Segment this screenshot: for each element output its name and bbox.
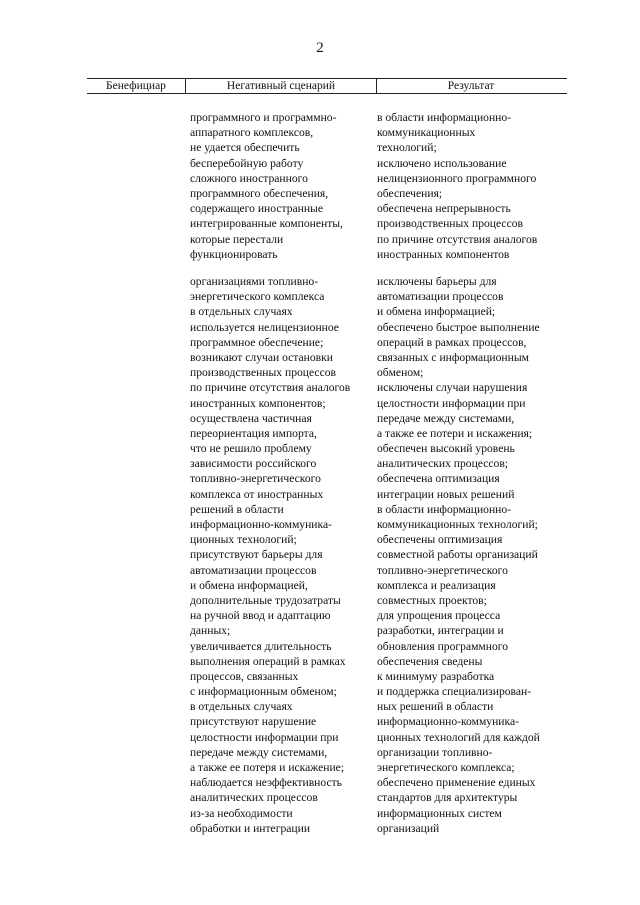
text-line: выполнения операций в рамках <box>190 654 346 668</box>
text-line: энергетического комплекса <box>190 290 325 304</box>
text-line: присутствуют барьеры для <box>190 548 323 562</box>
text-line: операций в рамках процессов, <box>377 335 527 349</box>
text-line: используется нелицензионное <box>190 320 339 334</box>
text-line: совместной работы организаций <box>377 548 538 562</box>
text-line: автоматизации процессов <box>190 563 317 577</box>
text-line: организациями топливно- <box>190 275 319 288</box>
text-line: ционных технологий; <box>190 533 297 547</box>
text-line: функционировать <box>190 247 278 261</box>
header-beneficiary: Бенефициар <box>106 80 166 92</box>
text-line: сложного иностранного <box>190 171 308 185</box>
block2-scenario-column <box>190 274 350 836</box>
text-line: технологий; <box>377 141 437 155</box>
text-line: обеспечены оптимизация <box>377 533 503 547</box>
text-line: производственных процессов <box>190 366 336 380</box>
text-line: на ручной ввод и адаптацию <box>190 609 331 623</box>
text-line: совместных проектов; <box>377 593 487 607</box>
text-line: обеспечен высокий уровень <box>377 442 515 456</box>
text-line: с информационным обменом; <box>190 685 337 699</box>
text-line: к минимуму разработка <box>377 669 495 683</box>
text-line: аналитических процессов <box>190 791 318 805</box>
text-line: наблюдается неэффективность <box>190 776 342 790</box>
text-line: информационно-коммуника- <box>190 518 332 531</box>
text-line: обеспечения; <box>377 186 443 200</box>
text-line: иностранных компонентов <box>377 247 510 261</box>
text-line: топливно-энергетического <box>377 563 508 577</box>
text-line: комплекса и реализация <box>377 578 496 592</box>
text-line: процессов, связанных <box>190 669 299 683</box>
text-line: не удается обеспечить <box>190 141 300 155</box>
text-line: обновления программного <box>377 639 509 653</box>
text-line: комплекса от иностранных <box>190 487 324 501</box>
text-line: и обмена информацией, <box>190 578 308 592</box>
text-line: решений в области <box>190 502 284 516</box>
text-line: интегрированные компоненты, <box>190 217 343 231</box>
text-line: исключено использование <box>377 156 507 170</box>
text-line: исключены барьеры для <box>377 275 497 288</box>
text-line: коммуникационных <box>377 126 476 140</box>
text-line: в области информационно- <box>377 111 512 124</box>
text-line: организаций <box>377 821 440 835</box>
text-line: присутствуют нарушение <box>190 715 317 729</box>
text-line: и обмена информацией; <box>377 305 496 319</box>
text-line: аналитических процессов; <box>377 457 509 471</box>
text-line: целостности информации при <box>190 730 339 744</box>
text-line: в отдельных случаях <box>190 700 293 714</box>
text-line: информационных систем <box>377 806 502 820</box>
text-line: целостности информации при <box>377 396 526 410</box>
text-line: что не решило проблему <box>190 442 312 456</box>
text-line: разработки, интеграции и <box>377 624 504 638</box>
text-line: энергетического комплекса; <box>377 761 515 774</box>
text-line: обеспечения сведены <box>377 654 483 668</box>
text-line: переориентация импорта, <box>190 426 317 440</box>
text-line: программного обеспечения, <box>190 186 329 200</box>
block1-scenario-column <box>190 110 343 262</box>
text-line: аппаратного комплексов, <box>190 126 314 140</box>
text-line: которые перестали <box>190 232 284 246</box>
table-header <box>87 78 567 94</box>
text-line: коммуникационных технологий; <box>377 518 538 531</box>
text-line: возникают случаи остановки <box>190 350 333 364</box>
text-line: обменом; <box>377 366 424 380</box>
text-line: ционных технологий для каждой <box>377 730 540 744</box>
text-line: программное обеспечение; <box>190 335 324 349</box>
text-line: обеспечена оптимизация <box>377 472 500 486</box>
text-line: и поддержка специализирован- <box>377 685 532 699</box>
text-line: зависимости российского <box>190 457 317 471</box>
text-line: а также ее потери и искажения; <box>377 426 533 440</box>
text-line: в области информационно- <box>377 502 512 516</box>
text-line: исключены случаи нарушения <box>377 381 528 395</box>
block2-result-column <box>377 274 540 836</box>
text-line: по причине отсутствия аналогов <box>190 381 351 395</box>
text-line: обеспечено применение единых <box>377 776 536 790</box>
header-negative-scenario: Негативный сценарий <box>185 79 377 93</box>
text-line: стандартов для архитектуры <box>377 791 518 805</box>
text-line: передаче между системами, <box>377 411 515 425</box>
header-result: Результат <box>447 80 495 92</box>
text-line: обработки и интеграции <box>190 821 311 835</box>
text-line: для упрощения процесса <box>377 609 501 623</box>
text-line: интеграции новых решений <box>377 487 515 501</box>
text-line: обеспечена непрерывность <box>377 202 511 216</box>
text-line: по причине отсутствия аналогов <box>377 232 538 246</box>
text-line: иностранных компонентов; <box>190 396 326 410</box>
text-line: программного и программно- <box>190 111 337 124</box>
text-line: организации топливно- <box>377 745 493 759</box>
text-line: обеспечено быстрое выполнение <box>377 320 540 334</box>
text-line: передаче между системами, <box>190 745 328 759</box>
text-line: содержащего иностранные <box>190 202 323 216</box>
text-line: информационно-коммуника- <box>377 715 519 729</box>
text-line: ных решений в области <box>377 700 494 714</box>
text-line: автоматизации процессов <box>377 290 504 304</box>
text-line: нелицензионного программного <box>377 171 537 185</box>
text-line: осуществлена частичная <box>190 411 312 425</box>
text-line: бесперебойную работу <box>190 156 304 170</box>
text-line: в отдельных случаях <box>190 305 293 319</box>
text-line: дополнительные трудозатраты <box>190 593 341 607</box>
text-line: увеличивается длительность <box>190 639 332 653</box>
text-line: данных; <box>190 624 231 638</box>
block1-result-column <box>377 110 537 262</box>
text-line: производственных процессов <box>377 217 523 231</box>
text-line: из-за необходимости <box>190 806 293 820</box>
text-line: топливно-энергетического <box>190 472 321 486</box>
page-number: 2 <box>316 40 324 56</box>
text-line: связанных с информационным <box>377 350 529 364</box>
text-line: а также ее потеря и искажение; <box>190 761 345 774</box>
